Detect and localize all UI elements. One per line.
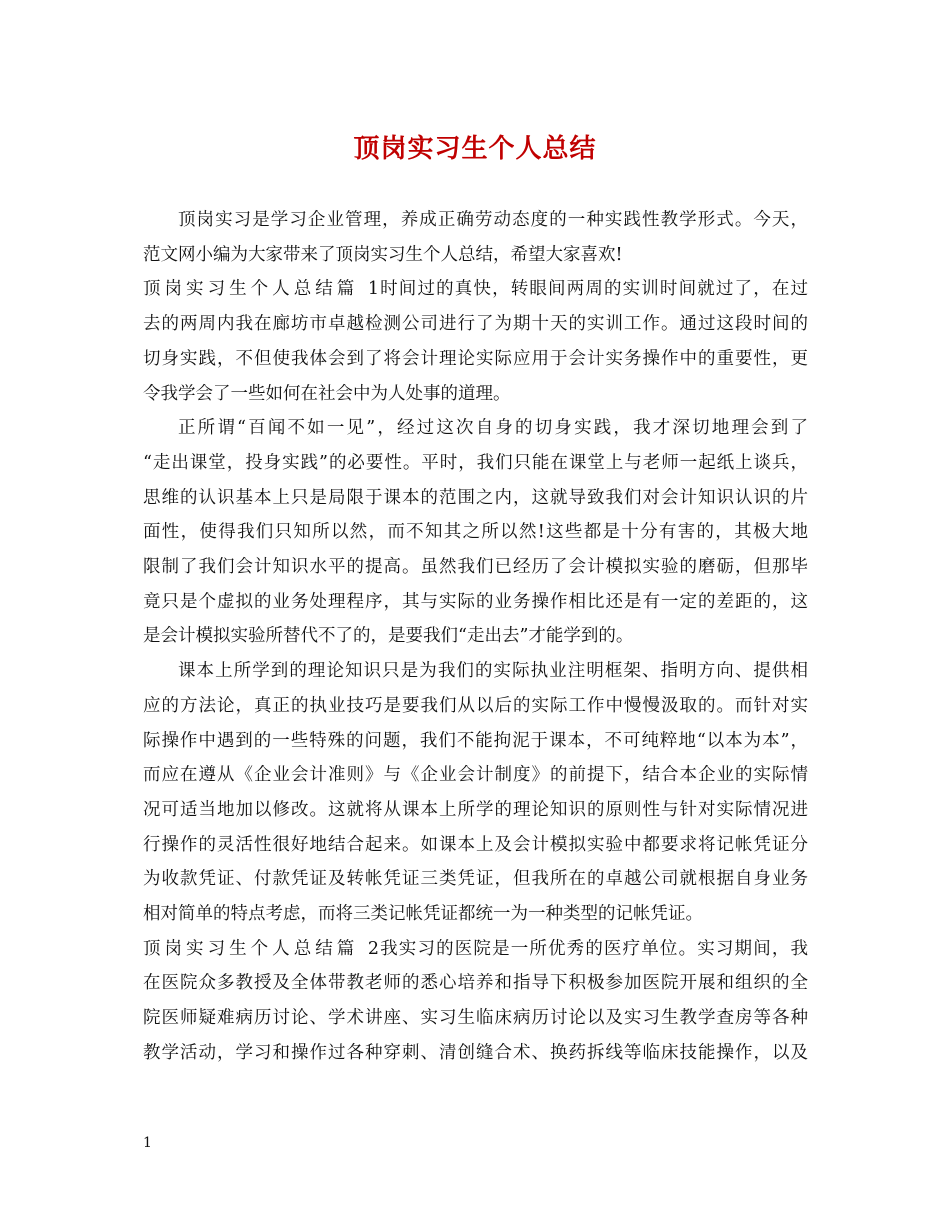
text-line: 相对简单的特点考虑，而将三类记帐凭证都统一为一种类型的记帐凭证。 <box>143 904 703 925</box>
text-line: 况可适当地加以修改。这就将从课本上所学的理论知识的原则性与针对实际情况进 <box>143 799 808 820</box>
text-line: 教学活动，学习和操作过各种穿刺、清创缝合术、换药拆线等临床技能操作，以及 <box>143 1042 808 1063</box>
section-heading-1: 顶岗实习生个人总结篇 1 <box>143 279 379 300</box>
section-1-paragraph-2 <box>143 411 808 654</box>
page-number: 1 <box>143 1135 152 1151</box>
section-2-paragraph-1 <box>143 932 808 1071</box>
document-body <box>143 203 808 1071</box>
intro-paragraph <box>143 203 808 272</box>
text-line: 面性，使得我们只知所以然，而不知其之所以然!这些都是十分有害的，其极大地 <box>143 522 808 543</box>
text-fragment: 时间过的真快，转眼间两周的实训时间就过了，在过 <box>379 279 808 300</box>
text-line: 是会计模拟实验所替代不了的，是要我们“走出去”才能学到的。 <box>143 626 634 647</box>
document-title: 顶岗实习生个人总结 <box>353 134 597 164</box>
text-line: 竟只是个虚拟的业务处理程序，其与实际的业务操作相比还是有一定的差距的，这 <box>143 591 808 612</box>
text-line <box>143 932 808 967</box>
text-line: 令我学会了一些如何在社会中为人处事的道理。 <box>143 383 511 404</box>
text-line: “走出课堂，投身实践”的必要性。平时，我们只能在课堂上与老师一起纸上谈兵， <box>143 452 808 473</box>
text-line <box>143 272 808 307</box>
text-line: 应的方法论，真正的执业技巧是要我们从以后的实际工作中慢慢汲取的。而针对实 <box>143 695 808 716</box>
text-line: 为收款凭证、付款凭证及转帐凭证三类凭证，但我所在的卓越公司就根据自身业务 <box>143 869 808 890</box>
text-fragment: 我实习的医院是一所优秀的医疗单位。实习期间，我 <box>379 938 808 959</box>
text-line: 课本上所学到的理论知识只是为我们的实际执业注明框架、指明方向、提供相 <box>178 661 808 682</box>
section-1-paragraph-3 <box>143 654 808 932</box>
section-1-paragraph-1 <box>143 272 808 411</box>
section-heading-2: 顶岗实习生个人总结篇 2 <box>143 938 379 959</box>
text-line: 限制了我们会计知识水平的提高。虽然我们已经历了会计模拟实验的磨砺，但那毕 <box>143 557 808 578</box>
text-line: 范文网小编为大家带来了顶岗实习生个人总结，希望大家喜欢! <box>143 244 623 265</box>
text-line: 正所谓“百闻不如一见”，经过这次自身的切身实践，我才深切地理会到了 <box>178 418 808 439</box>
text-line: 在医院众多教授及全体带教老师的悉心培养和指导下积极参加医院开展和组织的全 <box>143 973 808 994</box>
text-line: 思维的认识基本上只是局限于课本的范围之内，这就导致我们对会计知识认识的片 <box>143 487 808 508</box>
text-line: 际操作中遇到的一些特殊的问题，我们不能拘泥于课本，不可纯粹地“以本为本”， <box>143 730 808 751</box>
text-line: 顶岗实习是学习企业管理，养成正确劳动态度的一种实践性教学形式。今天， <box>178 210 808 230</box>
text-line: 去的两周内我在廊坊市卓越检测公司进行了为期十天的实训工作。通过这段时间的 <box>143 314 808 335</box>
text-line: 而应在遵从《企业会计准则》与《企业会计制度》的前提下，结合本企业的实际情 <box>143 765 808 786</box>
text-line: 行操作的灵活性很好地结合起来。如课本上及会计模拟实验中都要求将记帐凭证分 <box>143 834 808 855</box>
text-line: 切身实践，不但使我体会到了将会计理论实际应用于会计实务操作中的重要性，更 <box>143 348 808 369</box>
text-line: 院医师疑难病历讨论、学术讲座、实习生临床病历讨论以及实习生教学查房等各种 <box>143 1008 808 1029</box>
